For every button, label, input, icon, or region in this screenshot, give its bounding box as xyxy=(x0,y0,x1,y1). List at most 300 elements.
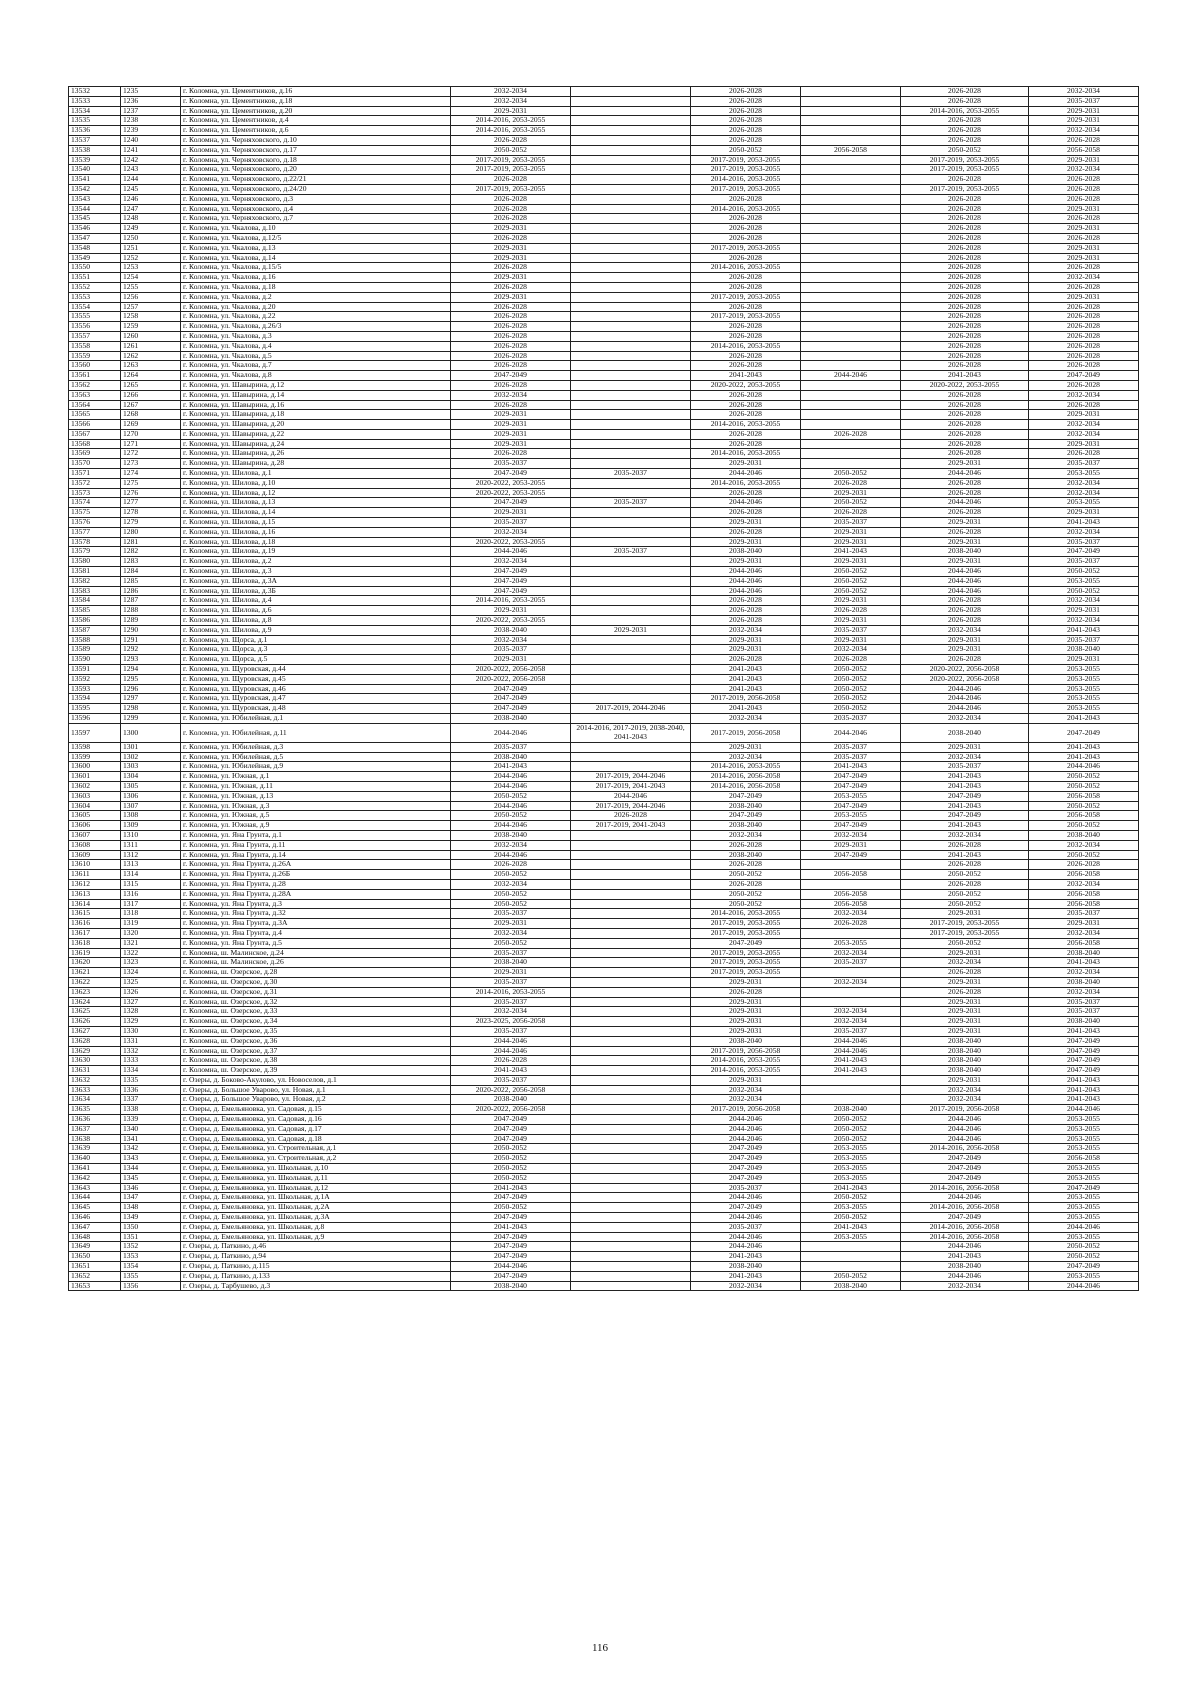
table-row xyxy=(69,1262,1139,1272)
table-cell-c1: 2026-2028 xyxy=(451,204,571,214)
table-cell-id: 13620 xyxy=(69,958,121,968)
table-row xyxy=(69,625,1139,635)
table-cell-address: г. Озеры, д. Емельяновка, ул. Садовая, д.18 xyxy=(181,1134,451,1144)
table-cell-c4: 2050-2052 xyxy=(801,1124,901,1134)
table-cell-c3: 2044-2046 xyxy=(691,567,801,577)
table-row xyxy=(69,987,1139,997)
table-row xyxy=(69,586,1139,596)
table-cell-id: 13600 xyxy=(69,762,121,772)
table-cell-c1: 2029-2031 xyxy=(451,655,571,665)
table-cell-id: 13579 xyxy=(69,547,121,557)
table-cell-c2 xyxy=(571,1075,691,1085)
table-row xyxy=(69,1144,1139,1154)
table-cell-c3: 2026-2028 xyxy=(691,879,801,889)
table-cell-num: 1329 xyxy=(121,1017,181,1027)
table-cell-c1: 2029-2031 xyxy=(451,106,571,116)
table-cell-c2: 2044-2046 xyxy=(571,791,691,801)
table-cell-c1: 2026-2028 xyxy=(451,233,571,243)
table-cell-c3: 2026-2028 xyxy=(691,126,801,136)
table-cell-num: 1339 xyxy=(121,1115,181,1125)
table-cell-address: г. Коломна, ул. Чкалова, д.2 xyxy=(181,292,451,302)
table-cell-c1: 2026-2028 xyxy=(451,282,571,292)
table-cell-c2: 2035-2037 xyxy=(571,547,691,557)
table-cell-address: г. Коломна, ул. Яна Грунта, д.3А xyxy=(181,919,451,929)
table-cell-c4: 2029-2031 xyxy=(801,840,901,850)
table-cell-id: 13543 xyxy=(69,194,121,204)
table-cell-c2 xyxy=(571,1085,691,1095)
table-cell-c2 xyxy=(571,116,691,126)
table-cell-num: 1250 xyxy=(121,233,181,243)
table-cell-c4: 2053-2055 xyxy=(801,1203,901,1213)
table-cell-num: 1289 xyxy=(121,616,181,626)
table-cell-num: 1259 xyxy=(121,322,181,332)
table-cell-c3: 2026-2028 xyxy=(691,508,801,518)
table-cell-id: 13648 xyxy=(69,1232,121,1242)
table-cell-id: 13637 xyxy=(69,1124,121,1134)
table-cell-c6: 2053-2055 xyxy=(1029,469,1139,479)
table-cell-c6: 2029-2031 xyxy=(1029,243,1139,253)
table-cell-c3: 2020-2022, 2053-2055 xyxy=(691,380,801,390)
table-cell-c2 xyxy=(571,459,691,469)
table-cell-c2 xyxy=(571,420,691,430)
table-cell-c5: 2044-2046 xyxy=(901,586,1029,596)
table-cell-c1: 2047-2049 xyxy=(451,371,571,381)
table-cell-c4: 2026-2028 xyxy=(801,919,901,929)
table-cell-c2 xyxy=(571,567,691,577)
table-cell-c2 xyxy=(571,840,691,850)
table-row xyxy=(69,194,1139,204)
table-cell-address: г. Коломна, ул. Шилова, д.3Б xyxy=(181,586,451,596)
table-cell-c3: 2014-2016, 2053-2055 xyxy=(691,420,801,430)
table-cell-c6: 2047-2049 xyxy=(1029,1056,1139,1066)
table-cell-address: г. Коломна, ул. Чкалова, д.4 xyxy=(181,341,451,351)
table-cell-c6: 2053-2055 xyxy=(1029,684,1139,694)
table-cell-address: г. Коломна, ш. Малинское, д.26 xyxy=(181,958,451,968)
table-cell-c5: 2026-2028 xyxy=(901,400,1029,410)
table-cell-c4 xyxy=(801,214,901,224)
table-cell-num: 1298 xyxy=(121,704,181,714)
table-cell-c3: 2029-2031 xyxy=(691,1007,801,1017)
table-cell-c6: 2050-2052 xyxy=(1029,781,1139,791)
table-cell-id: 13630 xyxy=(69,1056,121,1066)
table-cell-c2 xyxy=(571,282,691,292)
table-cell-address: г. Коломна, ул. Шилова, д.3 xyxy=(181,567,451,577)
table-cell-c4: 2029-2031 xyxy=(801,635,901,645)
table-cell-c4: 2056-2058 xyxy=(801,145,901,155)
table-cell-c1: 2026-2028 xyxy=(451,361,571,371)
table-cell-address: г. Коломна, ул. Щуровская, д.45 xyxy=(181,674,451,684)
table-cell-c6: 2041-2043 xyxy=(1029,518,1139,528)
table-row xyxy=(69,801,1139,811)
table-cell-c3: 2029-2031 xyxy=(691,557,801,567)
table-cell-address: г. Коломна, ул. Цементников, д.16 xyxy=(181,87,451,97)
table-cell-c2 xyxy=(571,1046,691,1056)
table-cell-c2 xyxy=(571,870,691,880)
table-cell-num: 1332 xyxy=(121,1046,181,1056)
table-cell-c1: 2020-2022, 2056-2058 xyxy=(451,1085,571,1095)
table-cell-c4: 2041-2043 xyxy=(801,762,901,772)
table-cell-id: 13581 xyxy=(69,567,121,577)
table-cell-c5: 2026-2028 xyxy=(901,488,1029,498)
table-cell-num: 1348 xyxy=(121,1203,181,1213)
table-cell-c6: 2026-2028 xyxy=(1029,214,1139,224)
table-cell-id: 13544 xyxy=(69,204,121,214)
table-cell-c2 xyxy=(571,361,691,371)
table-cell-c1: 2026-2028 xyxy=(451,400,571,410)
table-row xyxy=(69,96,1139,106)
table-cell-c6: 2026-2028 xyxy=(1029,322,1139,332)
table-cell-c5: 2026-2028 xyxy=(901,331,1029,341)
table-cell-c6: 2056-2058 xyxy=(1029,889,1139,899)
table-cell-address: г. Коломна, ул. Щуровская, д.47 xyxy=(181,694,451,704)
table-cell-address: г. Озеры, д. Емельяновка, ул. Школьная, д.10 xyxy=(181,1164,451,1174)
table-cell-c3: 2026-2028 xyxy=(691,488,801,498)
table-cell-c1: 2047-2049 xyxy=(451,1115,571,1125)
table-row xyxy=(69,459,1139,469)
table-cell-c4: 2041-2043 xyxy=(801,1066,901,1076)
table-cell-id: 13569 xyxy=(69,449,121,459)
table-cell-id: 13563 xyxy=(69,390,121,400)
table-cell-c3: 2050-2052 xyxy=(691,899,801,909)
table-cell-num: 1347 xyxy=(121,1193,181,1203)
table-cell-c1: 2047-2049 xyxy=(451,684,571,694)
table-cell-address: г. Коломна, ул. Яна Грунта, д.3 xyxy=(181,899,451,909)
table-cell-c6: 2053-2055 xyxy=(1029,665,1139,675)
table-cell-id: 13639 xyxy=(69,1144,121,1154)
table-row xyxy=(69,371,1139,381)
table-cell-c3: 2044-2046 xyxy=(691,576,801,586)
table-cell-address: г. Коломна, ул. Шавырина, д.16 xyxy=(181,400,451,410)
table-cell-c5: 2026-2028 xyxy=(901,655,1029,665)
table-cell-num: 1290 xyxy=(121,625,181,635)
table-cell-address: г. Озеры, д. Паткино, д.94 xyxy=(181,1252,451,1262)
table-cell-c1: 2047-2049 xyxy=(451,469,571,479)
table-cell-id: 13618 xyxy=(69,938,121,948)
table-cell-address: г. Коломна, ул. Шавырина, д.26 xyxy=(181,449,451,459)
table-cell-num: 1299 xyxy=(121,714,181,724)
table-cell-num: 1345 xyxy=(121,1173,181,1183)
table-cell-num: 1272 xyxy=(121,449,181,459)
table-cell-c2: 2017-2019, 2041-2043 xyxy=(571,781,691,791)
table-cell-c2 xyxy=(571,1095,691,1105)
table-cell-c2: 2029-2031 xyxy=(571,625,691,635)
table-cell-c6: 2041-2043 xyxy=(1029,714,1139,724)
table-cell-c6: 2032-2034 xyxy=(1029,87,1139,97)
table-cell-c5: 2044-2046 xyxy=(901,1115,1029,1125)
table-cell-c5: 2029-2031 xyxy=(901,557,1029,567)
table-cell-c5: 2041-2043 xyxy=(901,371,1029,381)
table-cell-id: 13643 xyxy=(69,1183,121,1193)
table-cell-c3: 2038-2040 xyxy=(691,547,801,557)
table-cell-c6: 2041-2043 xyxy=(1029,1075,1139,1085)
table-cell-c1: 2050-2052 xyxy=(451,1144,571,1154)
table-cell-address: г. Коломна, ш. Озерское, д.37 xyxy=(181,1046,451,1056)
table-cell-c3: 2026-2028 xyxy=(691,655,801,665)
table-cell-c2 xyxy=(571,322,691,332)
table-cell-c5: 2029-2031 xyxy=(901,1007,1029,1017)
table-cell-c4: 2041-2043 xyxy=(801,547,901,557)
table-cell-c1: 2014-2016, 2053-2055 xyxy=(451,116,571,126)
table-cell-c1: 2032-2034 xyxy=(451,557,571,567)
table-cell-c5: 2026-2028 xyxy=(901,420,1029,430)
table-cell-c1: 2026-2028 xyxy=(451,449,571,459)
table-cell-id: 13533 xyxy=(69,96,121,106)
table-cell-id: 13632 xyxy=(69,1075,121,1085)
table-cell-address: г. Коломна, ул. Шилова, д.13 xyxy=(181,498,451,508)
table-cell-id: 13568 xyxy=(69,439,121,449)
table-cell-address: г. Коломна, ул. Щорса, д.3 xyxy=(181,645,451,655)
table-cell-c4: 2035-2037 xyxy=(801,518,901,528)
table-cell-c2 xyxy=(571,351,691,361)
table-cell-id: 13619 xyxy=(69,948,121,958)
table-cell-num: 1243 xyxy=(121,165,181,175)
table-cell-num: 1341 xyxy=(121,1134,181,1144)
table-cell-id: 13640 xyxy=(69,1154,121,1164)
table-cell-num: 1346 xyxy=(121,1183,181,1193)
table-cell-c3: 2044-2046 xyxy=(691,1242,801,1252)
table-cell-c1: 2050-2052 xyxy=(451,889,571,899)
table-row xyxy=(69,341,1139,351)
table-cell-id: 13595 xyxy=(69,704,121,714)
table-cell-c1: 2023-2025, 2056-2058 xyxy=(451,1017,571,1027)
table-cell-c5: 2026-2028 xyxy=(901,410,1029,420)
table-cell-c1: 2044-2046 xyxy=(451,821,571,831)
table-cell-c5: 2026-2028 xyxy=(901,135,1029,145)
table-cell-c6: 2026-2028 xyxy=(1029,351,1139,361)
table-cell-id: 13647 xyxy=(69,1222,121,1232)
table-cell-c3: 2017-2019, 2053-2055 xyxy=(691,948,801,958)
table-cell-c5: 2047-2049 xyxy=(901,791,1029,801)
table-cell-id: 13650 xyxy=(69,1252,121,1262)
table-row xyxy=(69,292,1139,302)
table-cell-c6: 2029-2031 xyxy=(1029,919,1139,929)
table-cell-num: 1270 xyxy=(121,429,181,439)
table-cell-address: г. Коломна, ул. Южная, д.11 xyxy=(181,781,451,791)
table-cell-id: 13623 xyxy=(69,987,121,997)
table-cell-c3: 2044-2046 xyxy=(691,498,801,508)
table-cell-address: г. Коломна, ул. Чкалова, д.26/3 xyxy=(181,322,451,332)
table-cell-c2 xyxy=(571,96,691,106)
table-cell-c3: 2014-2016, 2053-2055 xyxy=(691,1066,801,1076)
table-cell-address: г. Коломна, ул. Шилова, д.14 xyxy=(181,508,451,518)
table-cell-c3: 2026-2028 xyxy=(691,116,801,126)
table-cell-c1: 2017-2019, 2053-2055 xyxy=(451,165,571,175)
table-cell-c4: 2035-2037 xyxy=(801,625,901,635)
table-cell-num: 1254 xyxy=(121,273,181,283)
table-cell-num: 1322 xyxy=(121,948,181,958)
table-cell-num: 1248 xyxy=(121,214,181,224)
table-cell-c2 xyxy=(571,860,691,870)
table-cell-c5: 2038-2040 xyxy=(901,547,1029,557)
table-cell-c1: 2041-2043 xyxy=(451,1183,571,1193)
table-cell-c4 xyxy=(801,987,901,997)
table-cell-c5: 2026-2028 xyxy=(901,116,1029,126)
table-cell-c1: 2020-2022, 2056-2058 xyxy=(451,1105,571,1115)
table-cell-c4: 2053-2055 xyxy=(801,1173,901,1183)
table-cell-c6: 2038-2040 xyxy=(1029,1017,1139,1027)
table-cell-c4: 2041-2043 xyxy=(801,1222,901,1232)
table-cell-num: 1331 xyxy=(121,1036,181,1046)
table-cell-c6: 2047-2049 xyxy=(1029,1036,1139,1046)
table-cell-c6: 2047-2049 xyxy=(1029,1262,1139,1272)
table-cell-address: г. Озеры, д. Емельяновка, ул. Школьная, д.3А xyxy=(181,1213,451,1223)
table-cell-c1: 2038-2040 xyxy=(451,958,571,968)
table-row xyxy=(69,165,1139,175)
table-cell-c4: 2047-2049 xyxy=(801,781,901,791)
table-cell-c1: 2029-2031 xyxy=(451,253,571,263)
table-cell-c4: 2050-2052 xyxy=(801,469,901,479)
table-cell-id: 13590 xyxy=(69,655,121,665)
table-cell-c4 xyxy=(801,1075,901,1085)
table-cell-id: 13561 xyxy=(69,371,121,381)
table-cell-num: 1258 xyxy=(121,312,181,322)
table-cell-c3: 2032-2034 xyxy=(691,625,801,635)
table-cell-id: 13577 xyxy=(69,527,121,537)
table-cell-c3: 2026-2028 xyxy=(691,840,801,850)
table-cell-num: 1281 xyxy=(121,537,181,547)
table-cell-c3: 2014-2016, 2053-2055 xyxy=(691,478,801,488)
table-cell-address: г. Озеры, д. Большое Уварово, ул. Новая, д.2 xyxy=(181,1095,451,1105)
table-row xyxy=(69,439,1139,449)
table-cell-c5: 2038-2040 xyxy=(901,723,1029,742)
table-cell-c6: 2047-2049 xyxy=(1029,1183,1139,1193)
table-cell-address: г. Коломна, ул. Шилова, д.9 xyxy=(181,625,451,635)
table-cell-c1: 2050-2052 xyxy=(451,791,571,801)
table-row xyxy=(69,1115,1139,1125)
table-cell-c2 xyxy=(571,380,691,390)
table-cell-id: 13593 xyxy=(69,684,121,694)
table-cell-c4 xyxy=(801,449,901,459)
table-row xyxy=(69,850,1139,860)
table-row xyxy=(69,1173,1139,1183)
table-row xyxy=(69,263,1139,273)
table-row xyxy=(69,273,1139,283)
table-cell-num: 1284 xyxy=(121,567,181,577)
table-cell-c4: 2050-2052 xyxy=(801,576,901,586)
table-cell-address: г. Коломна, ш. Озерское, д.36 xyxy=(181,1036,451,1046)
table-cell-num: 1312 xyxy=(121,850,181,860)
table-cell-num: 1313 xyxy=(121,860,181,870)
table-row xyxy=(69,714,1139,724)
table-cell-c4: 2056-2058 xyxy=(801,899,901,909)
table-cell-num: 1238 xyxy=(121,116,181,126)
table-cell-num: 1280 xyxy=(121,527,181,537)
table-cell-c2 xyxy=(571,879,691,889)
table-cell-c3: 2014-2016, 2053-2055 xyxy=(691,1056,801,1066)
table-cell-id: 13597 xyxy=(69,723,121,742)
table-cell-c4 xyxy=(801,263,901,273)
table-cell-address: г. Коломна, ул. Щуровская, д.48 xyxy=(181,704,451,714)
table-cell-c3: 2026-2028 xyxy=(691,214,801,224)
table-row xyxy=(69,1213,1139,1223)
table-cell-c3: 2026-2028 xyxy=(691,439,801,449)
table-cell-c4 xyxy=(801,87,901,97)
table-cell-c6: 2038-2040 xyxy=(1029,977,1139,987)
table-cell-c3: 2041-2043 xyxy=(691,665,801,675)
table-cell-c6: 2044-2046 xyxy=(1029,1105,1139,1115)
table-cell-address: г. Коломна, ул. Цементников, д.6 xyxy=(181,126,451,136)
table-cell-num: 1260 xyxy=(121,331,181,341)
table-cell-address: г. Коломна, ул. Чкалова, д.3 xyxy=(181,331,451,341)
table-cell-num: 1266 xyxy=(121,390,181,400)
table-cell-c3: 2032-2034 xyxy=(691,1085,801,1095)
table-cell-c4: 2050-2052 xyxy=(801,704,901,714)
table-cell-c3: 2017-2019, 2053-2055 xyxy=(691,928,801,938)
table-cell-c3: 2029-2031 xyxy=(691,742,801,752)
table-cell-num: 1278 xyxy=(121,508,181,518)
table-cell-num: 1293 xyxy=(121,655,181,665)
table-cell-c6: 2026-2028 xyxy=(1029,175,1139,185)
table-cell-c1: 2035-2037 xyxy=(451,742,571,752)
table-cell-c1: 2035-2037 xyxy=(451,948,571,958)
table-cell-address: г. Коломна, ул. Чкалова, д.8 xyxy=(181,371,451,381)
table-cell-c1: 2035-2037 xyxy=(451,459,571,469)
table-row xyxy=(69,567,1139,577)
table-cell-num: 1286 xyxy=(121,586,181,596)
table-cell-num: 1265 xyxy=(121,380,181,390)
table-cell-id: 13572 xyxy=(69,478,121,488)
table-row xyxy=(69,889,1139,899)
table-row xyxy=(69,322,1139,332)
table-cell-c2 xyxy=(571,135,691,145)
table-cell-c5: 2026-2028 xyxy=(901,322,1029,332)
table-cell-id: 13627 xyxy=(69,1026,121,1036)
table-cell-c2 xyxy=(571,449,691,459)
table-cell-id: 13629 xyxy=(69,1046,121,1056)
table-cell-c2 xyxy=(571,155,691,165)
table-cell-c1: 2047-2049 xyxy=(451,498,571,508)
table-cell-c1: 2050-2052 xyxy=(451,145,571,155)
table-cell-c6: 2026-2028 xyxy=(1029,380,1139,390)
table-cell-c4: 2041-2043 xyxy=(801,1056,901,1066)
table-cell-c2 xyxy=(571,635,691,645)
table-cell-c4: 2053-2055 xyxy=(801,811,901,821)
table-cell-c6: 2056-2058 xyxy=(1029,1154,1139,1164)
table-cell-id: 13559 xyxy=(69,351,121,361)
table-cell-c2 xyxy=(571,508,691,518)
table-cell-c3: 2041-2043 xyxy=(691,1252,801,1262)
table-cell-c4: 2053-2055 xyxy=(801,1154,901,1164)
table-cell-c3: 2032-2034 xyxy=(691,714,801,724)
table-cell-id: 13570 xyxy=(69,459,121,469)
table-cell-c4: 2050-2052 xyxy=(801,567,901,577)
table-cell-c4: 2050-2052 xyxy=(801,694,901,704)
table-cell-c6: 2029-2031 xyxy=(1029,224,1139,234)
table-cell-c2 xyxy=(571,165,691,175)
table-cell-c5: 2026-2028 xyxy=(901,508,1029,518)
table-cell-c2 xyxy=(571,390,691,400)
table-cell-c6: 2026-2028 xyxy=(1029,263,1139,273)
table-cell-c6: 2026-2028 xyxy=(1029,361,1139,371)
table-cell-c4 xyxy=(801,96,901,106)
table-row xyxy=(69,410,1139,420)
table-cell-c6: 2053-2055 xyxy=(1029,1134,1139,1144)
table-cell-c3: 2026-2028 xyxy=(691,282,801,292)
table-cell-c4 xyxy=(801,410,901,420)
table-cell-address: г. Коломна, ул. Чкалова, д.13 xyxy=(181,243,451,253)
table-cell-c3: 2017-2019, 2056-2058 xyxy=(691,1105,801,1115)
table-cell-id: 13646 xyxy=(69,1213,121,1223)
table-cell-c4: 2050-2052 xyxy=(801,586,901,596)
table-cell-c1: 2014-2016, 2053-2055 xyxy=(451,126,571,136)
table-cell-c4 xyxy=(801,997,901,1007)
table-row xyxy=(69,420,1139,430)
table-cell-num: 1256 xyxy=(121,292,181,302)
table-cell-c6: 2032-2034 xyxy=(1029,596,1139,606)
table-row xyxy=(69,175,1139,185)
table-cell-c3: 2032-2034 xyxy=(691,752,801,762)
table-cell-address: г. Коломна, ул. Юбилейная, д.5 xyxy=(181,752,451,762)
